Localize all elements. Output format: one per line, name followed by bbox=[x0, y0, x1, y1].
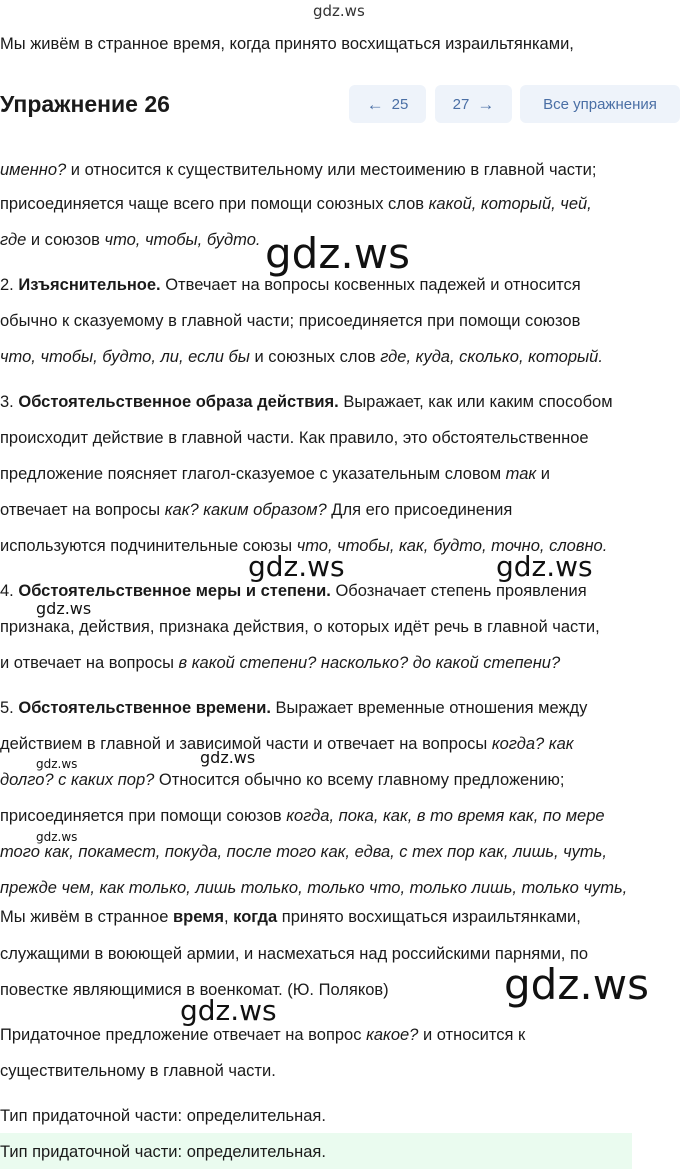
prev-exercise-label: 25 bbox=[391, 95, 409, 113]
analysis-line: существительному в главной части. bbox=[0, 1062, 276, 1080]
text-line: именно? и относится к существительному или местоимению в главной части; bbox=[0, 161, 597, 179]
watermark: gdz.ws bbox=[248, 550, 345, 583]
arrow-right-icon: → bbox=[477, 94, 495, 114]
watermark: gdz.ws bbox=[36, 599, 92, 618]
answer-text: Тип придаточной части: определительная. bbox=[0, 1143, 326, 1161]
text-line: используются подчинительные союзы что, чтобы, как, будто, точно, словно. bbox=[0, 537, 608, 555]
text-line: 3. Обстоятельственное образа действия. Выражает, как или каким способом bbox=[0, 393, 613, 411]
analysis-line: Придаточное предложение отвечает на вопрос какое? и относится к bbox=[0, 1026, 526, 1044]
text-line: прежде чем, как только, лишь только, только что, только лишь, только чуть, bbox=[0, 879, 628, 897]
text-line: признака, действия, признака действия, о которых идёт речь в главной части, bbox=[0, 618, 600, 636]
watermark: gdz.ws bbox=[200, 748, 256, 767]
analysis-line: Тип придаточной части: определительная. bbox=[0, 1107, 326, 1125]
text-line: что, чтобы, будто, ли, если бы и союзных слов где, куда, сколько, который. bbox=[0, 348, 603, 366]
next-exercise-label: 27 bbox=[452, 95, 470, 113]
text-line: где и союзов что, чтобы, будто. bbox=[0, 231, 261, 249]
top-text-line: Мы живём в странное время, когда принято восхищаться израильтянками, bbox=[0, 35, 574, 53]
watermark: gdz.ws bbox=[313, 2, 365, 20]
example-line: Мы живём в странное время, когда принято восхищаться израильтянками, bbox=[0, 908, 581, 926]
text-line: и отвечает на вопросы в какой степени? насколько? до какой степени? bbox=[0, 654, 561, 672]
next-exercise-button[interactable] bbox=[435, 85, 512, 123]
watermark: gdz.ws bbox=[504, 960, 649, 1009]
text-line: 5. Обстоятельственное времени. Выражает временные отношения между bbox=[0, 699, 588, 717]
watermark: gdz.ws bbox=[36, 757, 78, 771]
text-line: предложение поясняет глагол-сказуемое с указательным словом так и bbox=[0, 465, 550, 483]
text-line: 2. Изъяснительное. Отвечает на вопросы косвенных падежей и относится bbox=[0, 276, 581, 294]
watermark: gdz.ws bbox=[496, 550, 593, 583]
all-exercises-button[interactable] bbox=[520, 85, 680, 123]
text-line: обычно к сказуемому в главной части; присоединяется при помощи союзов bbox=[0, 312, 581, 330]
prev-exercise-button[interactable] bbox=[349, 85, 426, 123]
text-line: присоединяется чаще всего при помощи союзных слов какой, который, чей, bbox=[0, 195, 592, 213]
text-line: того как, покамест, покуда, после того как, едва, с тех пор как, лишь, чуть, bbox=[0, 843, 607, 861]
text-line: 4. Обстоятельственное меры и степени. Обозначает степень проявления bbox=[0, 582, 587, 600]
page-title: Упражнение 26 bbox=[0, 91, 170, 117]
watermark: gdz.ws bbox=[180, 994, 277, 1027]
text-line: происходит действие в главной части. Как правило, это обстоятельственное bbox=[0, 429, 589, 447]
text-line: долго? с каких пор? Относится обычно ко всему главному предложению; bbox=[0, 771, 565, 789]
text-line: присоединяется при помощи союзов когда, пока, как, в то время как, по мере bbox=[0, 807, 605, 825]
all-exercises-label: Все упражнения bbox=[543, 95, 657, 113]
text-line: отвечает на вопросы как? каким образом? Для его присоединения bbox=[0, 501, 513, 519]
example-line: повестке являющимися в военкомат. (Ю. Поляков) bbox=[0, 981, 389, 999]
text-line: действием в главной и зависимой части и отвечает на вопросы когда? как bbox=[0, 735, 574, 753]
watermark: gdz.ws bbox=[265, 229, 410, 278]
example-line: служащими в воюющей армии, и насмехаться над российскими парнями, по bbox=[0, 945, 589, 963]
arrow-left-icon: ← bbox=[366, 94, 384, 114]
watermark: gdz.ws bbox=[36, 830, 78, 844]
